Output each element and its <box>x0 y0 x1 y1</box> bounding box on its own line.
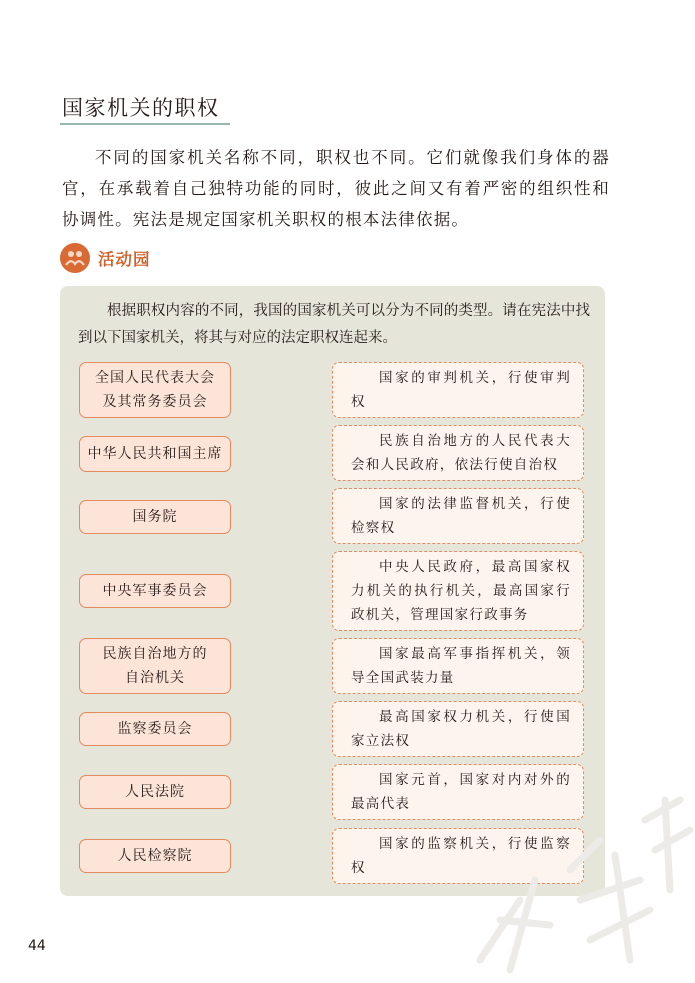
activity-title: 活动园 <box>98 250 151 269</box>
title-underline <box>60 123 230 125</box>
organ-box[interactable]: 人民检察院 <box>79 839 231 873</box>
power-box[interactable] <box>332 551 584 631</box>
activity-instruction: 根据职权内容的不同，我国的国家机关可以分为不同的类型。请在宪法中找到以下国家机关，将其与对应的法定职权连起来。 <box>78 303 590 346</box>
organ-box[interactable]: 监察委员会 <box>79 712 231 746</box>
activity-badge-icon <box>60 243 90 273</box>
power-box[interactable] <box>332 362 584 418</box>
organ-box[interactable]: 中华人民共和国主席 <box>79 436 231 472</box>
power-text: 国家的法律监督机关，行使检察权 <box>351 496 571 536</box>
organ-box[interactable]: 人民法院 <box>79 775 231 809</box>
activity-header <box>60 243 151 273</box>
page-number: 44 <box>28 938 46 954</box>
power-text: 中央人民政府，最高国家权力机关的执行机关，最高国家行政机关，管理国家行政事务 <box>351 559 571 623</box>
organ-box[interactable]: 国务院 <box>79 500 231 534</box>
organ-box[interactable]: 民族自治地方的 自治机关 <box>79 638 231 694</box>
organ-box[interactable]: 全国人民代表大会 及其常务委员会 <box>79 362 231 418</box>
power-box[interactable] <box>332 488 584 544</box>
organ-box[interactable]: 中央军事委员会 <box>79 574 231 608</box>
section-title: 国家机关的职权 <box>62 96 220 120</box>
power-text: 民族自治地方的人民代表大会和人民政府，依法行使自治权 <box>351 433 571 473</box>
power-text: 最高国家权力机关，行使国家立法权 <box>351 709 571 749</box>
power-text: 国家的监察机关，行使监察权 <box>351 836 571 876</box>
power-box[interactable] <box>332 425 584 481</box>
power-text: 国家最高军事指挥机关，领导全国武装力量 <box>351 646 571 686</box>
power-box[interactable] <box>332 828 584 884</box>
power-box[interactable] <box>332 638 584 694</box>
power-text: 国家元首，国家对内对外的最高代表 <box>351 772 571 812</box>
power-box[interactable] <box>332 764 584 820</box>
intro-paragraph: 不同的国家机关名称不同，职权也不同。它们就像我们身体的器官，在承载着自己独特功能的同时，彼此之间又有着严密的组织性和协调性。宪法是规定国家机关职权的根本法律依据。 <box>62 148 610 229</box>
power-box[interactable] <box>332 701 584 757</box>
power-text: 国家的审判机关，行使审判权 <box>351 370 571 410</box>
